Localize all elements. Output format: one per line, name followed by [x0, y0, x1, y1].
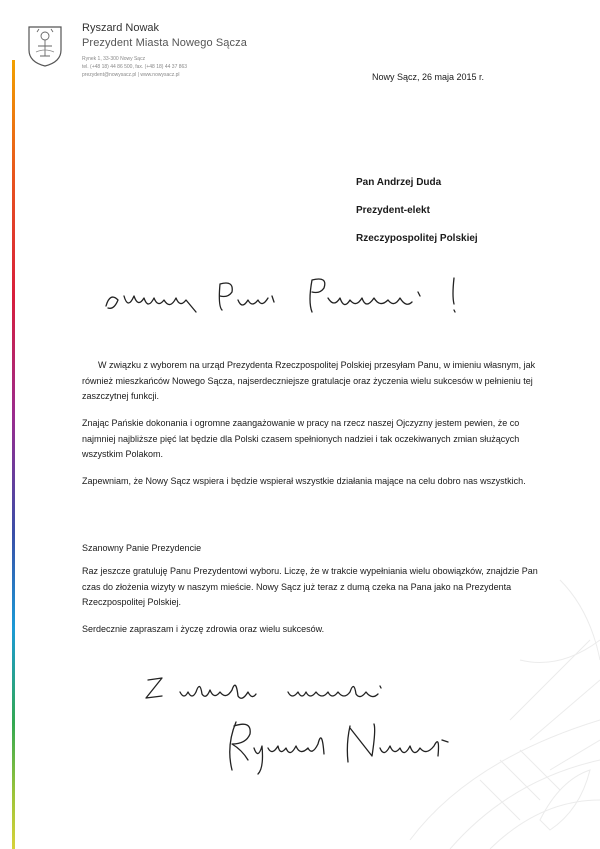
paragraph-text: Serdecznie zapraszam i życzę zdrowia oraz wielu sukcesów. — [82, 624, 325, 634]
letter-date: Nowy Sącz, 26 maja 2015 r. — [372, 72, 485, 82]
letterhead-contact: prezydent@nowysacz.pl | www.nowysacz.pl — [82, 72, 180, 78]
letterhead-address: Rynek 1, 33-300 Nowy Sącz — [82, 56, 146, 62]
paragraph-text: Szanowny Panie Prezydencie — [82, 543, 202, 553]
paragraph-achievements — [82, 416, 542, 463]
color-stripe — [12, 60, 15, 849]
letterhead-phone: tel. (+48 18) 44 86 500, fax. (+48 18) 44 37 863 — [82, 64, 188, 70]
paragraph-congratulations — [82, 358, 542, 405]
paragraph-support — [82, 474, 542, 490]
paragraph-text: Raz jeszcze gratuluję Panu Prezydentowi wyboru. Liczę, że w trakcie wypełniania wielu obowiązków, znajdzie Pan czas do złożenia wizyty w naszym mieście. Nowy Sącz już teraz z dumą czeka na Pana jako na Prezydenta Rzeczpospolitej Polskiej. — [82, 566, 538, 607]
city-seal-logo — [26, 24, 64, 68]
handwritten-closing — [140, 672, 420, 708]
recipient-name: Pan Andrzej Duda — [356, 177, 442, 188]
paragraph-text: W związku z wyborem na urząd Prezydenta Rzeczpospolitej Polskiej przesyłam Panu, w imieniu własnym, jak również mieszkańców Nowego Sącza, najserdeczniejsze gratulacje oraz życzenia wielu sukcesów w pełnieniu tej zaszczytnej funkcji. — [82, 360, 536, 401]
recipient-country: Rzeczypospolitej Polskiej — [356, 233, 478, 244]
city-map-watermark — [390, 520, 600, 849]
letterhead-title: Prezydent Miasta Nowego Sącza — [82, 37, 247, 49]
paragraph-text: Znając Pańskie dokonania i ogromne zaangażowanie w pracy na rzecz naszej Ojczyzny jestem pewien, że co najmniej najbliższe pięć lat będzie dla Polski czasem spełnionych nadziei i tak oczekiwanych zmian służących wszystkim Polakom. — [82, 418, 520, 459]
recipient-title: Prezydent-elekt — [356, 205, 430, 216]
letterhead-name: Ryszard Nowak — [82, 22, 160, 34]
handwritten-salutation — [100, 266, 480, 326]
handwritten-signature — [222, 716, 462, 776]
paragraph-text: Zapewniam, że Nowy Sącz wspiera i będzie wspierał wszystkie działania mające na celu dobro nas wszystkich. — [82, 476, 526, 486]
